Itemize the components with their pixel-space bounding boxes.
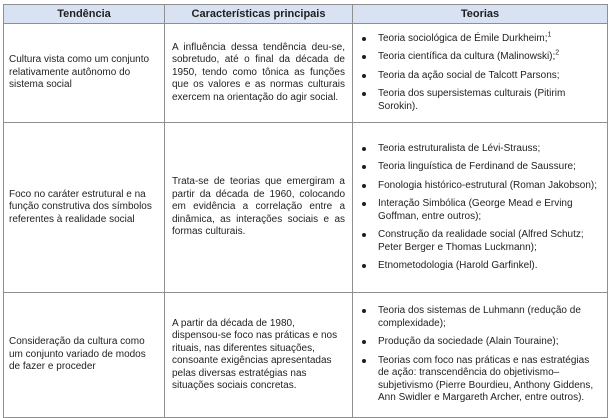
theory-text: Teoria dos supersistemas culturais (Pitirim Sorokin). bbox=[378, 88, 566, 112]
bullet-icon bbox=[362, 359, 366, 363]
theory-text: Produção da sociedade (Alain Touraine); bbox=[378, 336, 559, 348]
theory-text: Fonologia histórico-estrutural (Roman Jakobson); bbox=[378, 179, 597, 191]
theory-text: Teoria dos sistemas de Luhmann (redução de complexidade); bbox=[378, 305, 581, 329]
trend-cell: Consideração da cultura como um conjunto variado de modos de fazer e proceder bbox=[4, 293, 165, 418]
theory-text: Teoria da ação social de Talcott Parsons; bbox=[378, 69, 560, 81]
list-item bbox=[357, 305, 603, 330]
table-row bbox=[4, 293, 608, 418]
bullet-icon bbox=[362, 340, 366, 344]
list-item bbox=[357, 336, 603, 349]
bullet-icon bbox=[362, 74, 366, 78]
theory-list bbox=[357, 305, 603, 405]
bullet-icon bbox=[362, 184, 366, 188]
bullet-icon bbox=[362, 92, 366, 96]
list-item bbox=[357, 88, 603, 113]
list-item bbox=[357, 198, 603, 223]
theory-list bbox=[357, 33, 603, 114]
list-item bbox=[357, 33, 603, 46]
list-item bbox=[357, 51, 603, 64]
bullet-icon bbox=[362, 264, 366, 268]
header-caracteristicas: Características principais bbox=[165, 5, 353, 24]
theory-text: Interação Simbólica (George Mead e Erving Goffman, entre outros); bbox=[378, 198, 573, 222]
theory-text: Etnometodologia (Harold Garfinkel). bbox=[378, 260, 538, 271]
characteristics-text: Trata-se de teorias que emergiram a partir da década de 1960, colocando em evidência a correlação entre a dinâmica, as interações sociais e as formas culturais. bbox=[172, 176, 345, 238]
bullet-icon bbox=[362, 55, 366, 59]
theories-table bbox=[3, 4, 608, 418]
theory-list bbox=[357, 143, 603, 273]
list-item bbox=[357, 161, 603, 174]
list-item bbox=[357, 260, 603, 273]
theories-cell bbox=[353, 24, 608, 123]
characteristics-cell bbox=[165, 293, 353, 418]
theory-text: Teoria linguística de Ferdinand de Saussure; bbox=[378, 161, 576, 172]
bullet-icon bbox=[362, 202, 366, 206]
list-item bbox=[357, 70, 603, 83]
footnote-ref: 2 bbox=[555, 49, 560, 57]
header-teorias: Teorias bbox=[353, 5, 608, 24]
theory-text: Teoria sociológica de Émile Durkheim; bbox=[378, 32, 548, 44]
table-row bbox=[4, 24, 608, 123]
theory-text: Construção da realidade social (Alfred Schutz; Peter Berger e Thomas Luckmann); bbox=[378, 229, 584, 253]
list-item bbox=[357, 180, 603, 193]
theory-text: Teoria estruturalista de Lévi-Strauss; bbox=[378, 142, 541, 154]
trend-cell: Cultura vista como um conjunto relativamente autônomo do sistema social bbox=[4, 24, 165, 123]
characteristics-cell bbox=[165, 24, 353, 123]
characteristics-cell bbox=[165, 123, 353, 293]
theories-cell bbox=[353, 123, 608, 293]
theories-cell bbox=[353, 293, 608, 418]
header-tendencia: Tendência bbox=[4, 5, 165, 24]
bullet-icon bbox=[362, 37, 366, 41]
footnote-ref: 1 bbox=[547, 31, 552, 39]
bullet-icon bbox=[362, 233, 366, 237]
bullet-icon bbox=[362, 165, 366, 169]
list-item bbox=[357, 143, 603, 156]
characteristics-text: A influência dessa tendência deu-se, sobretudo, até o final da década de 1950, tendo como tônica as funções que os valores e as normas culturais exercem na orientação do agir social. bbox=[172, 41, 345, 103]
bullet-icon bbox=[362, 147, 366, 151]
table-header-row bbox=[4, 5, 608, 24]
bullet-icon bbox=[362, 309, 366, 313]
list-item bbox=[357, 229, 603, 254]
list-item bbox=[357, 355, 603, 405]
table-row bbox=[4, 123, 608, 293]
characteristics-text: A partir da década de 1980, dispensou-se foco nas práticas e nos rituais, nas diferentes situações, consoante exigências apresentadas pelas diversas estratégias nas situações sociais concretas. bbox=[172, 317, 338, 391]
theory-text: Teorias com foco nas práticas e nas estratégias de ação: transcendência do objetivismo–subjetivismo (Pierre Bourdieu, Anthony Giddens, Ann Swidler e Margareth Archer, entre outros). bbox=[378, 354, 594, 404]
trend-cell: Foco no caráter estrutural e na função construtiva dos símbolos referentes à realidade social bbox=[4, 123, 165, 293]
theory-text: Teoria científica da cultura (Malinowski); bbox=[378, 51, 556, 63]
